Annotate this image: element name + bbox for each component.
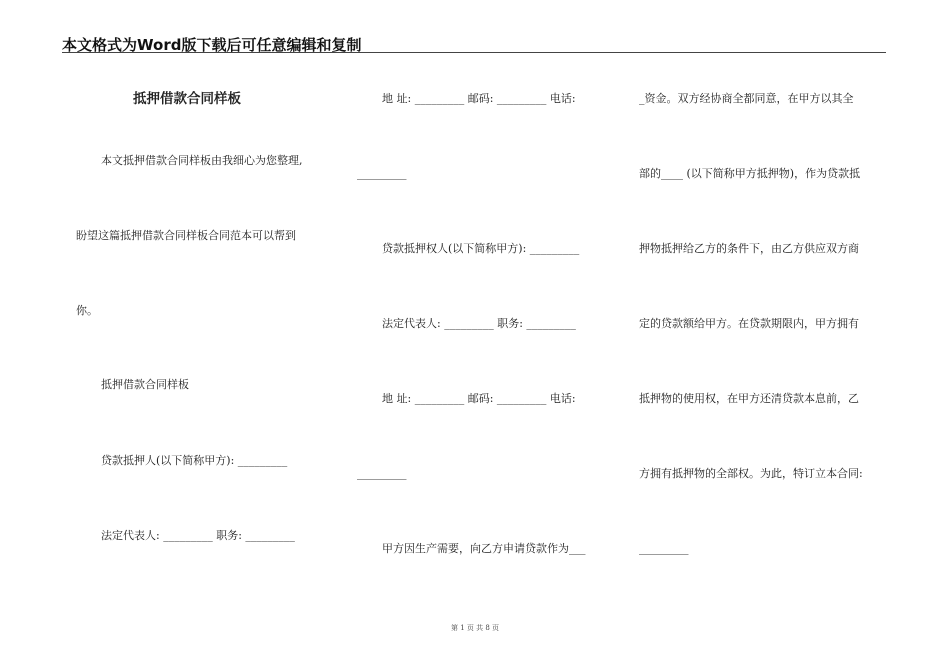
paragraph-line: 你。 [76, 304, 98, 317]
document-header: 本文格式为Word版下载后可任意编辑和复制 [62, 36, 362, 54]
paragraph-line: 本文抵押借款合同样板由我细心为您整理, [101, 154, 303, 167]
paragraph-line: 部的____ (以下简称甲方抵押物)，作为贷款抵 [639, 167, 861, 180]
form-field-line: 法定代表人: _________ 职务: _________ [382, 317, 576, 330]
paragraph-line: 押物抵押给乙方的条件下，由乙方供应双方商 [639, 242, 859, 255]
paragraph-line: 方拥有抵押物的全部权。为此，特订立本合同: [639, 467, 863, 480]
paragraph-line: _资金。双方经协商全都同意，在甲方以其全 [639, 92, 854, 105]
form-field-line: _________ [357, 167, 407, 180]
paragraph-line: 定的贷款额给甲方。在贷款期限内，甲方拥有 [639, 317, 859, 330]
document-title: 抵押借款合同样板 [133, 91, 241, 107]
form-field-line: _________ [639, 542, 689, 555]
section-heading: 抵押借款合同样板 [101, 378, 189, 391]
form-field-line: _________ [357, 467, 407, 480]
paragraph-line: 甲方因生产需要，向乙方申请贷款作为___ [382, 542, 586, 555]
form-field-line: 贷款抵押权人(以下简称甲方): _________ [382, 242, 580, 255]
form-field-line: 法定代表人: _________ 职务: _________ [101, 529, 295, 542]
header-divider [62, 52, 886, 53]
form-field-line: 地 址: _________ 邮码: _________ 电话: [382, 92, 576, 105]
paragraph-line: 抵押物的使用权，在甲方还清贷款本息前，乙 [639, 392, 859, 405]
form-field-line: 贷款抵押人(以下简称甲方): _________ [101, 454, 288, 467]
form-field-line: 地 址: _________ 邮码: _________ 电话: [382, 392, 576, 405]
paragraph-line: 盼望这篇抵押借款合同样板合同范本可以帮到 [76, 229, 296, 242]
page-number: 第 1 页 共 8 页 [450, 624, 500, 632]
